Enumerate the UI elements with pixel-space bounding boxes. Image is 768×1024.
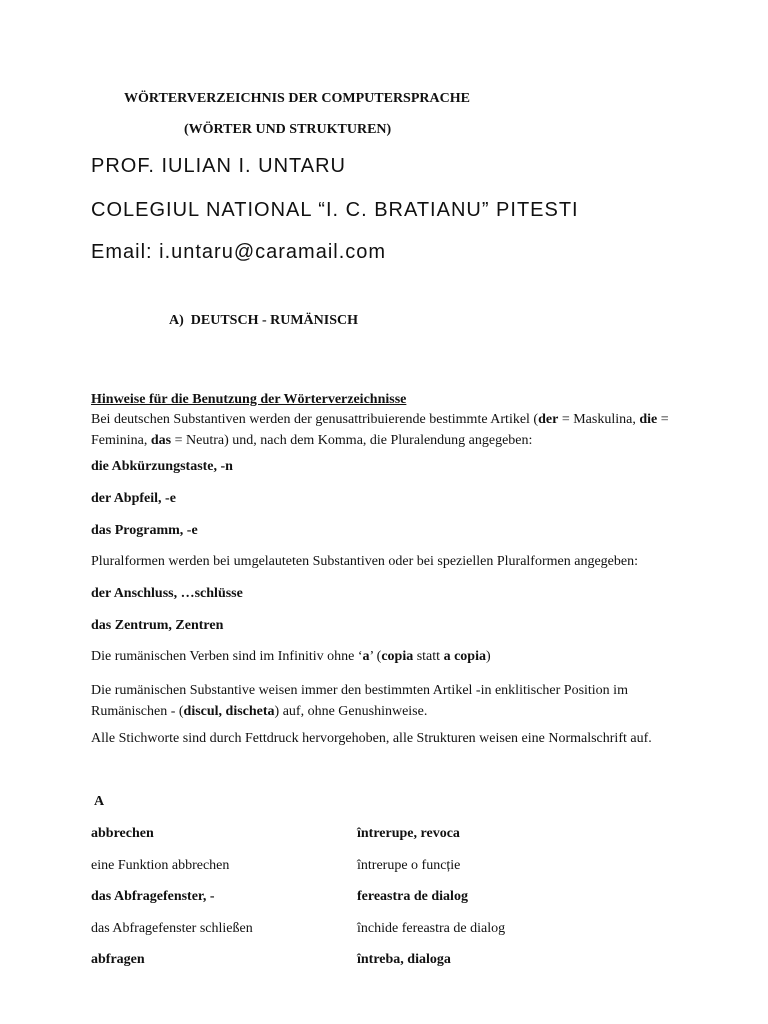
bold-run: die bbox=[639, 412, 658, 427]
entry-german: abbrechen bbox=[91, 826, 154, 841]
text-run: Die rumänischen Verben sind im Infinitiv ohne ‘ bbox=[91, 649, 363, 664]
example-line: das Programm, -e bbox=[91, 523, 198, 538]
school-name: COLEGIUL NATIONAL “I. C. BRATIANU” PITESTI bbox=[91, 199, 579, 221]
text-run: statt bbox=[413, 649, 444, 664]
text-run: ) auf, ohne Genushinweise. bbox=[274, 704, 428, 719]
letter-heading: A bbox=[94, 794, 105, 809]
bold-run: a copia bbox=[443, 649, 486, 664]
text-run: = Feminina, bbox=[91, 412, 669, 448]
example-line: der Anschluss, …schlüsse bbox=[91, 586, 243, 601]
section-marker: A) bbox=[169, 313, 184, 328]
text-run: ) bbox=[485, 649, 491, 664]
text-run: ’ ( bbox=[369, 649, 382, 664]
notes-paragraph-formatting: Alle Stichworte sind durch Fettdruck hervorgehoben, alle Strukturen weisen eine Normalschrift auf. bbox=[91, 731, 652, 746]
entry-romanian: întrerupe o funcție bbox=[357, 857, 461, 873]
entry-german: abfragen bbox=[91, 952, 145, 967]
entry-romanian: întrerupe, revoca bbox=[357, 826, 460, 841]
entry-german: das Abfragefenster, - bbox=[91, 889, 215, 904]
notes-heading: Hinweise für die Benutzung der Wörterverzeichnisse bbox=[91, 392, 407, 407]
entry-german: eine Funktion abbrechen bbox=[91, 857, 230, 873]
text-run: = Maskulina, bbox=[558, 412, 640, 427]
bold-run: der bbox=[538, 412, 559, 427]
author-email: Email: i.untaru@caramail.com bbox=[91, 241, 387, 263]
example-line: die Abkürzungstaste, -n bbox=[91, 459, 233, 474]
entry-romanian: fereastra de dialog bbox=[357, 889, 468, 904]
bold-run: copia bbox=[381, 649, 414, 664]
example-line: der Abpfeil, -e bbox=[91, 491, 176, 506]
notes-paragraph-plural: Pluralformen werden bei umgelauteten Substantiven oder bei speziellen Pluralformen angegeben: bbox=[91, 554, 638, 569]
entry-romanian: închide fereastra de dialog bbox=[357, 920, 506, 936]
document-subtitle: (WÖRTER UND STRUKTUREN) bbox=[184, 122, 392, 137]
document-title: WÖRTERVERZEICHNIS DER COMPUTERSPRACHE bbox=[124, 91, 470, 106]
notes-paragraph-nouns bbox=[91, 680, 681, 722]
section-heading bbox=[169, 313, 358, 329]
notes-paragraph-articles bbox=[91, 409, 681, 451]
entry-romanian: întreba, dialoga bbox=[357, 952, 451, 967]
example-line: das Zentrum, Zentren bbox=[91, 618, 224, 633]
bold-run: a bbox=[362, 649, 370, 664]
bold-run: das bbox=[150, 433, 172, 448]
bold-run: discul, discheta bbox=[183, 704, 275, 719]
entry-german: das Abfragefenster schließen bbox=[91, 920, 253, 936]
author-name: PROF. IULIAN I. UNTARU bbox=[91, 155, 346, 177]
text-run: Die rumänischen Substantive weisen immer den bestimmten Artikel -in enklitischer Position im Rumänischen - ( bbox=[91, 683, 628, 719]
text-run: Bei deutschen Substantiven werden der genusattribuierende bestimmte Artikel ( bbox=[91, 412, 539, 427]
notes-paragraph-verbs bbox=[91, 649, 491, 665]
text-run: = Neutra) und, nach dem Komma, die Pluralendung angegeben: bbox=[171, 433, 533, 448]
section-title: DEUTSCH - RUMÄNISCH bbox=[190, 313, 359, 328]
